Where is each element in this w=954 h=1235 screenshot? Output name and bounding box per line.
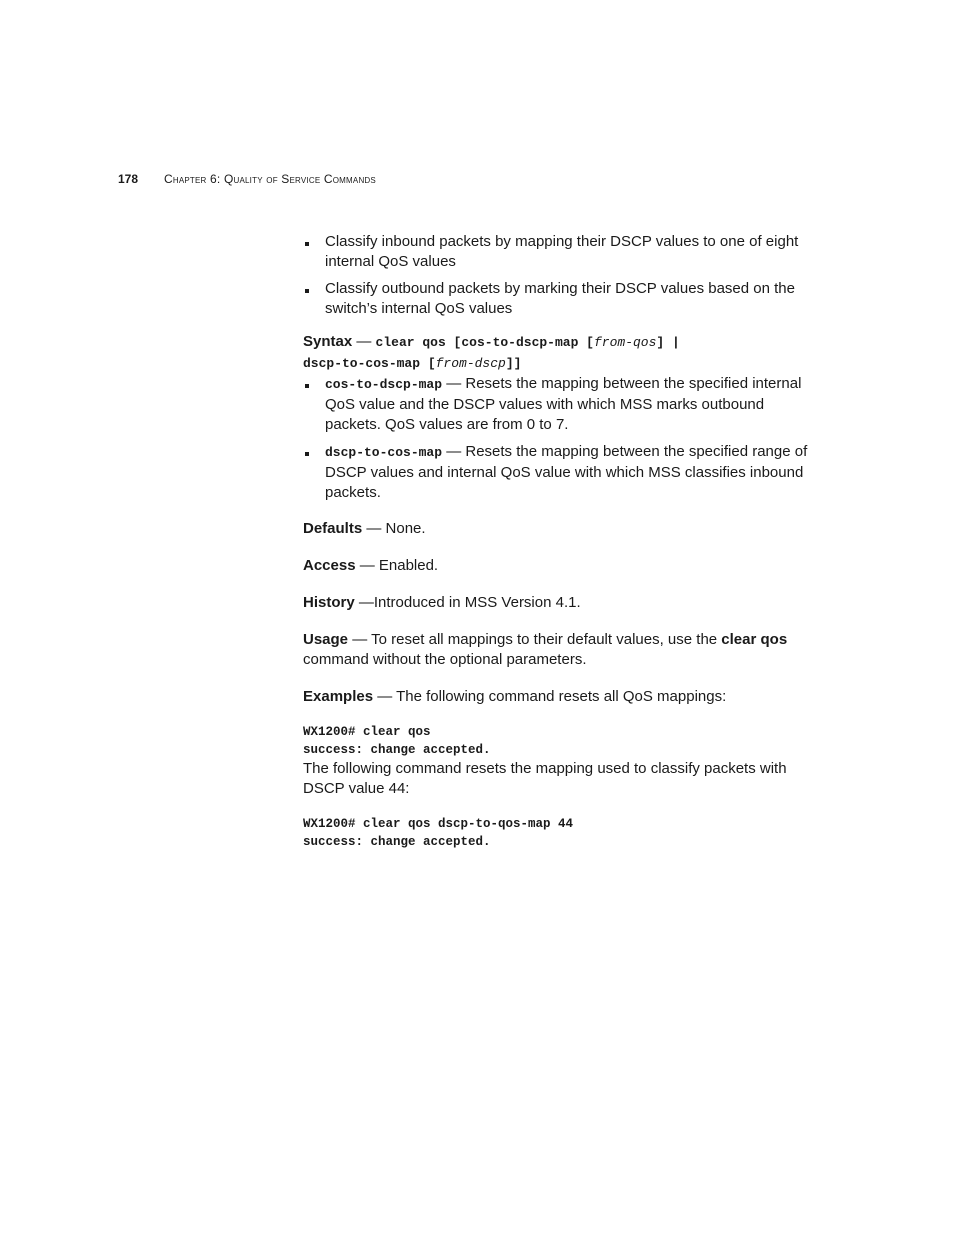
- defaults-label: Defaults: [303, 520, 363, 537]
- chapter-title: Chapter 6: Quality of Service Commands: [164, 172, 376, 186]
- examples-text: — The following command resets all QoS mappings:: [373, 688, 727, 705]
- syntax-arg-from-dscp: from-dscp: [435, 356, 506, 371]
- parameter-description: — Resets the mapping between the specified range of DSCP values and internal QoS value with which MSS classifies inbound packets.: [325, 443, 808, 501]
- syntax-arg-from-qos: from-qos: [593, 335, 657, 350]
- history-text: —Introduced in MSS Version 4.1.: [354, 594, 581, 611]
- usage-text-1: — To reset all mappings to their default values, use the: [348, 631, 722, 648]
- page-content: [303, 232, 818, 851]
- usage-section: [303, 630, 818, 670]
- usage-command: clear qos: [721, 631, 788, 648]
- syntax-section: [303, 332, 818, 374]
- syntax-dash: —: [352, 333, 376, 350]
- syntax-command-3: dscp-to-cos-map [: [303, 356, 436, 371]
- code-example-2: WX1200# clear qos dscp-to-qos-map 44 success: change accepted.: [303, 817, 574, 849]
- list-item: Classify inbound packets by mapping their DSCP values to one of eight internal QoS values: [303, 232, 818, 272]
- history-label: History: [303, 594, 355, 611]
- history-section: [303, 593, 818, 613]
- syntax-command-2: ] |: [656, 335, 680, 350]
- page-header: [118, 171, 376, 187]
- parameter-name: dscp-to-cos-map: [325, 445, 443, 460]
- parameter-item: [303, 442, 818, 503]
- parameter-item: [303, 374, 818, 435]
- defaults-section: [303, 519, 818, 539]
- access-text: — Enabled.: [355, 557, 439, 574]
- usage-text-2: command without the optional parameters.: [303, 651, 587, 668]
- page-number: 178: [118, 172, 139, 186]
- code-example-1: WX1200# clear qos success: change accepted.: [303, 725, 491, 757]
- parameter-list: [303, 374, 818, 503]
- parameter-name: cos-to-dscp-map: [325, 377, 443, 392]
- usage-label: Usage: [303, 631, 349, 648]
- syntax-command-4: ]]: [505, 356, 522, 371]
- examples-label: Examples: [303, 688, 374, 705]
- access-section: [303, 556, 818, 576]
- defaults-text: — None.: [362, 520, 426, 537]
- parameter-description: — Resets the mapping between the specified internal QoS value and the DSCP values with which MSS marks outbound packets. QoS values are from 0 to 7.: [325, 375, 802, 433]
- syntax-label: Syntax: [303, 333, 353, 350]
- access-label: Access: [303, 557, 356, 574]
- intro-bullet-list: [303, 232, 818, 319]
- syntax-command-1: clear qos [cos-to-dscp-map [: [375, 335, 594, 350]
- examples-section: [303, 687, 818, 707]
- paragraph: The following command resets the mapping used to classify packets with DSCP value 44:: [303, 760, 787, 797]
- list-item: Classify outbound packets by marking their DSCP values based on the switch’s internal QoS values: [303, 279, 818, 319]
